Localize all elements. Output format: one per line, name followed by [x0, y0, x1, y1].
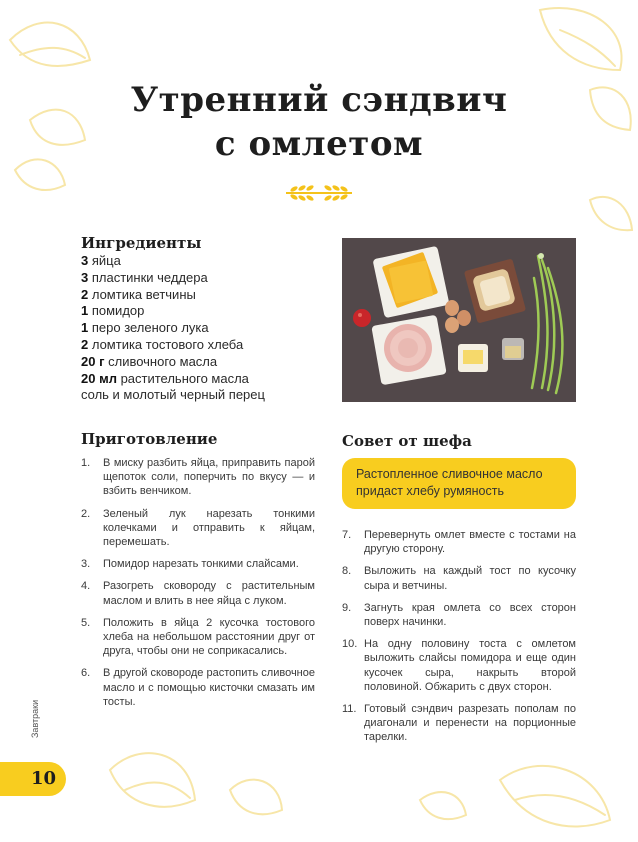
ingredient-item: 1 помидор [81, 303, 145, 319]
list-item: 7. Перевернуть омлет вместе с тостами на другую сторону. [342, 529, 576, 556]
title-line-2: с омлетом [214, 124, 424, 164]
ingredient-item: 2 ломтика тостового хлеба [81, 336, 244, 352]
ingredient-item: соль и молотый черный перец [81, 387, 265, 403]
list-item: 11. Готовый сэндвич разрезать пополам по диагонали и перенести на порционные тарелки. [342, 703, 576, 744]
section-label: Завтраки [30, 699, 40, 738]
list-item: 8. Выложить на каждый тост по кусочку сыра и ветчины. [342, 565, 576, 592]
ingredient-item: 1 перо зеленого лука [81, 320, 209, 336]
list-item: 9. Загнуть края омлета со всех сторон поверх начинки. [342, 601, 576, 629]
preparation-heading: Приготовление [81, 430, 218, 448]
chef-tip-heading: Совет от шефа [342, 432, 472, 450]
ingredients-list [81, 253, 265, 404]
ingredient-item: 3 пластинки чеддера [81, 269, 208, 285]
page-title [0, 78, 638, 166]
title-line-1: Утренний сэндвич [130, 80, 508, 120]
list-item: 1. В миску разбить яйца, приправить парой щепоток соли, поперчить по вкусу — и взбить венчиком. [81, 457, 315, 498]
preparation-steps [81, 456, 315, 717]
list-item: 6. В другой сковороде растопить сливочное масло и с помощью кисточки смазать им тосты. [81, 667, 315, 708]
ingredient-item: 3 яйца [81, 253, 121, 268]
wheat-divider-icon [284, 182, 354, 204]
list-item: 4. Разогреть сковороду с растительным маслом и влить в нее яйца с луком. [81, 580, 315, 607]
list-item: 10. На одну половину тоста с омлетом выложить слайсы помидора и еще один кусочек сыра, накрыть второй половиной. Обжарить с двух сторон. [342, 638, 576, 693]
ingredient-item: 2 ломтика ветчины [81, 286, 196, 302]
ingredient-item: 20 г сливочного масла [81, 353, 218, 369]
list-item: 5. Положить в яйца 2 кусочка тостового хлеба на небольшом расстоянии друг от друга, чтобы они не соприкасались. [81, 616, 315, 658]
list-item: 3. Помидор нарезать тонкими слайсами. [81, 558, 299, 571]
ingredients-heading: Ингредиенты [81, 234, 202, 252]
list-item: 2. Зеленый лук нарезать тонкими колечками и отправить к яйцам, перемешать. [81, 507, 315, 549]
preparation-steps-continued [342, 528, 576, 753]
page-number: 10 [0, 762, 66, 796]
chef-tip-box: Растопленное сливочное масло придаст хлебу румяность [342, 458, 576, 509]
ingredient-item: 20 мл растительного масла [81, 370, 249, 386]
ingredients-photo [342, 238, 576, 402]
